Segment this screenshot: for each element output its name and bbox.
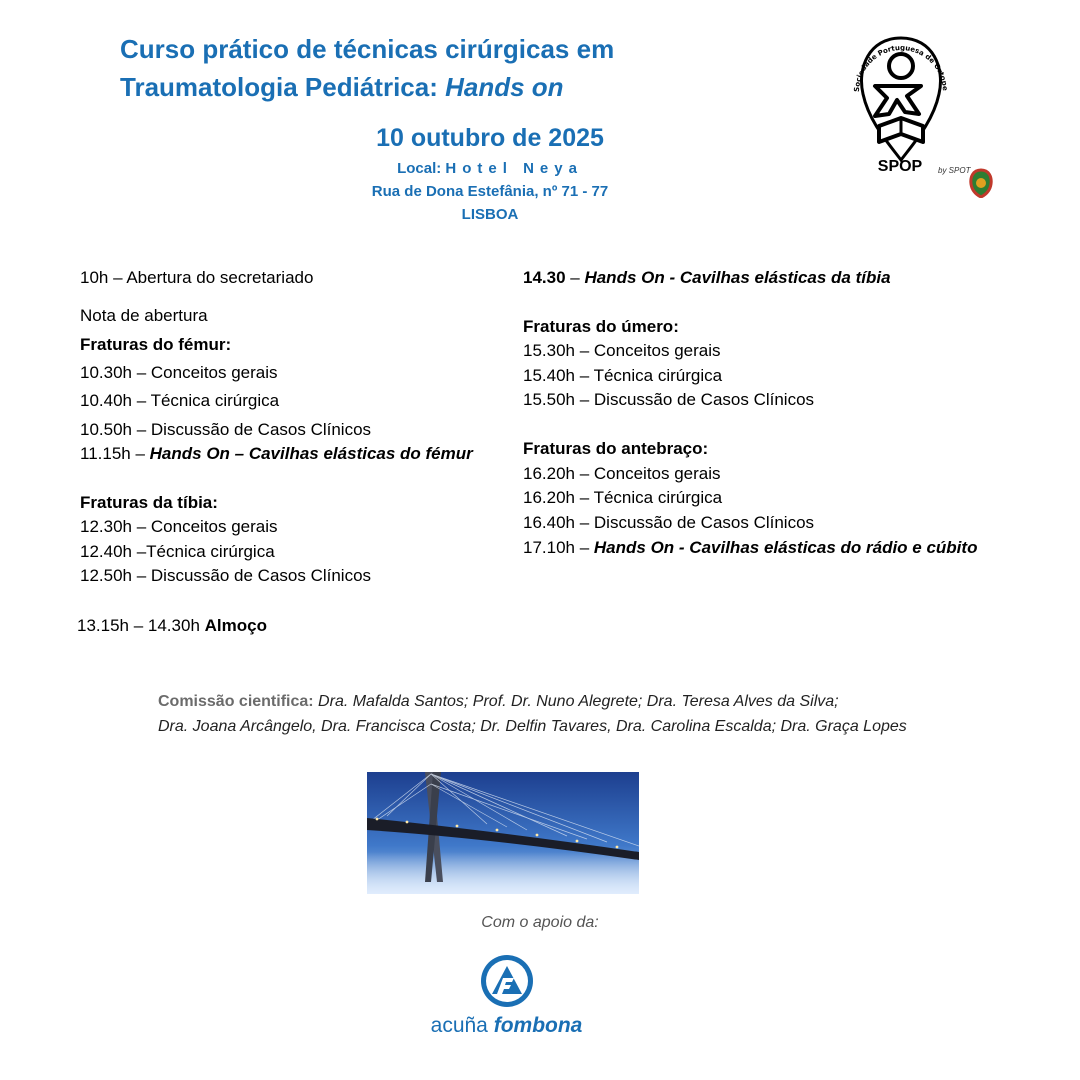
antebraco-item-4: [523, 538, 977, 558]
title-line-2: [120, 68, 760, 106]
committee-names-2: Dra. Joana Arcângelo, Dra. Francisca Costa; Dr. Delfin Tavares, Dra. Carolina Escalda; Dra. Graça Lopes: [158, 718, 907, 735]
sponsor-name-light: acuña: [430, 1014, 494, 1037]
femur-item-2: 10.40h – Técnica cirúrgica: [80, 391, 280, 410]
lunch-time: 13.15h – 14.30h: [77, 616, 205, 635]
antebraco-item-2: 16.20h – Técnica cirúrgica: [523, 488, 723, 507]
femur-section-heading: Fraturas do fémur:: [80, 335, 232, 354]
event-date: 10 outubro de 2025: [376, 124, 604, 152]
program-opening-note: Nota de abertura: [80, 306, 208, 325]
femur-item-4-handson: Hands On – Cavilhas elásticas do fémur: [149, 444, 473, 463]
tibia-handson: [523, 268, 891, 288]
umero-item-2: 15.40h – Técnica cirúrgica: [523, 366, 723, 385]
femur-item-4-time: 11.15h –: [80, 444, 150, 463]
tibia-section-heading: Fraturas da tíbia:: [80, 493, 218, 512]
tibia-handson-time: 14.30: [523, 268, 566, 287]
venue-city: LISBOA: [461, 206, 519, 223]
sponsor-name-bold: fombona: [493, 1014, 583, 1037]
committee-names-1: Dra. Mafalda Santos; Prof. Dr. Nuno Alegrete; Dra. Teresa Alves da Silva;: [313, 693, 839, 710]
venue-name: Hotel Neya: [445, 160, 583, 177]
venue-address: Rua de Dona Estefânia, nº 71 - 77: [371, 183, 609, 200]
antebraco-item-4-handson: Hands On - Cavilhas elásticas do rádio e cúbito: [593, 538, 978, 557]
tibia-item-2: 12.40h –Técnica cirúrgica: [80, 542, 275, 561]
tibia-item-1: 12.30h – Conceitos gerais: [80, 517, 278, 536]
support-label: Com o apoio da:: [481, 914, 599, 931]
antebraco-item-1: 16.20h – Conceitos gerais: [523, 464, 721, 483]
umero-section-heading: Fraturas do úmero:: [523, 317, 679, 336]
acuna-fombona-logo-icon: [478, 952, 536, 1010]
antebraco-item-3: 16.40h – Discussão de Casos Clínicos: [523, 513, 815, 532]
femur-item-4: [80, 444, 473, 464]
title-line-2-main: Traumatologia Pediátrica:: [120, 72, 446, 102]
umero-item-3: 15.50h – Discussão de Casos Clínicos: [523, 390, 815, 409]
bridge-photo: [367, 772, 639, 894]
lunch-break: [77, 616, 267, 636]
tibia-item-3: 12.50h – Discussão de Casos Clínicos: [80, 566, 372, 585]
title-line-2-italic: Hands on: [445, 72, 564, 102]
spot-credit: by SPOT: [938, 166, 971, 175]
spop-ring-text: Sociedade Portuguesa de Ortope: [852, 43, 950, 93]
umero-item-1: 15.30h – Conceitos gerais: [523, 341, 721, 360]
tibia-handson-sep: –: [565, 268, 585, 287]
lunch-label: Almoço: [204, 616, 267, 635]
committee-label: Comissão cientifica:: [158, 693, 314, 710]
antebraco-item-4-time: 17.10h –: [523, 538, 594, 557]
title-line-1: Curso prático de técnicas cirúrgicas em: [120, 34, 615, 64]
femur-item-1: 10.30h – Conceitos gerais: [80, 363, 278, 382]
spop-acronym: SPOP: [877, 158, 923, 175]
committee-line-1: [158, 689, 1018, 714]
venue-label: Local:: [397, 160, 446, 177]
venue-local: [290, 160, 690, 177]
sponsor-name: [400, 1014, 613, 1038]
event-title: [120, 30, 760, 106]
tibia-handson-title: Hands On - Cavilhas elásticas da tíbia: [584, 268, 891, 287]
scientific-committee: [158, 689, 1018, 739]
femur-item-3: 10.50h – Discussão de Casos Clínicos: [80, 420, 372, 439]
spot-emblem-icon: [968, 168, 994, 198]
antebraco-section-heading: Fraturas do antebraço:: [523, 439, 709, 458]
program-secretariat: 10h – Abertura do secretariado: [80, 268, 314, 287]
